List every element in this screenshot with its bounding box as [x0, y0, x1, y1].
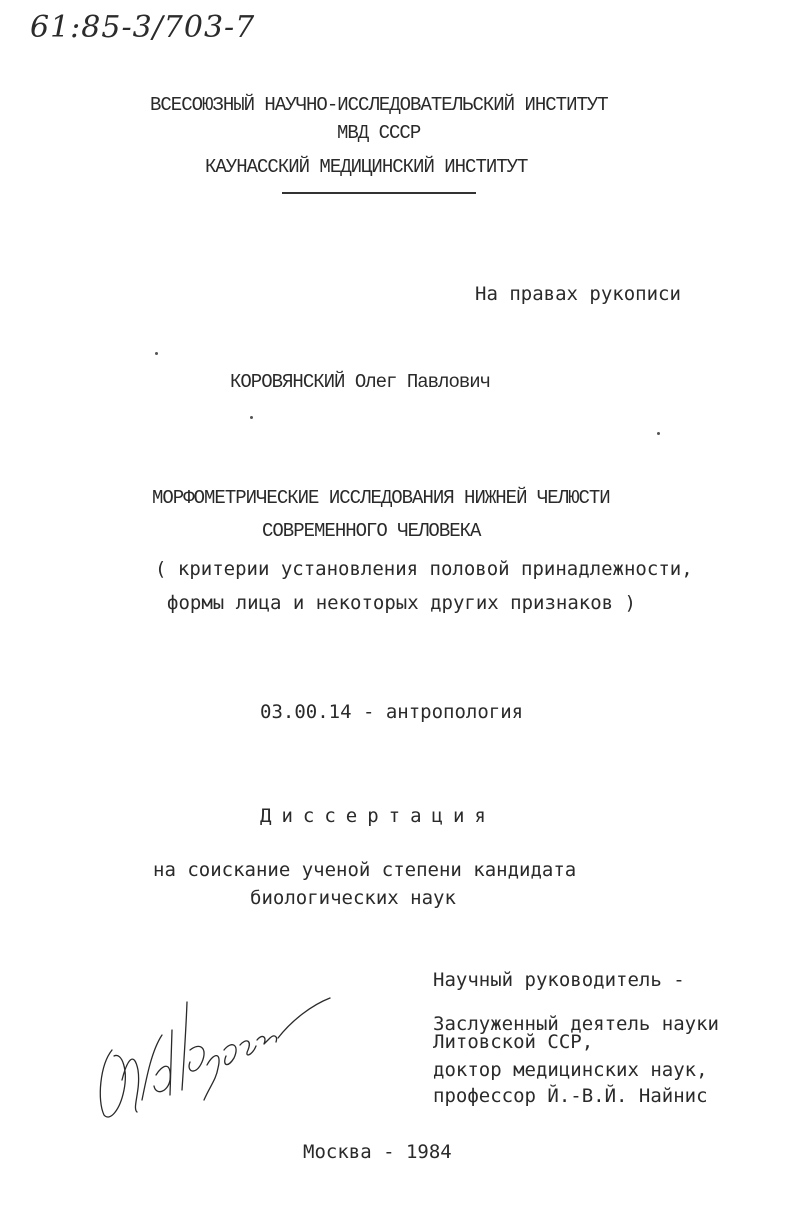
title-line-1: МОРФОМЕТРИЧЕСКИЕ ИССЛЕДОВАНИЯ НИЖНЕЙ ЧЕЛЮСТИ — [152, 487, 610, 509]
signature-image — [92, 990, 342, 1130]
dissertation-label: Диссертация — [260, 805, 496, 827]
supervisor-line-2: Литовской ССР, — [433, 1031, 594, 1053]
title-line-2: СОВРЕМЕННОГО ЧЕЛОВЕКА — [262, 520, 481, 542]
supervisor-line-4: профессор Й.-В.Й. Найнис — [433, 1085, 708, 1107]
degree-line-1: на соискание ученой степени кандидата — [153, 859, 577, 881]
speck — [250, 416, 253, 419]
subtitle-line-1: ( критерии установления половой принадлежности, — [155, 558, 693, 580]
speck — [657, 432, 660, 435]
author-name: КОРОВЯНСКИЙ Олег Павлович — [230, 371, 491, 393]
speck — [155, 352, 158, 355]
subtitle-line-2: формы лица и некоторых других признаков ) — [167, 592, 636, 614]
place-year: Москва - 1984 — [303, 1141, 452, 1163]
header-divider — [282, 192, 476, 194]
institute-line-2: МВД СССР — [337, 122, 421, 144]
institute-line-3: КАУНАССКИЙ МЕДИЦИНСКИЙ ИНСТИТУТ — [205, 156, 528, 178]
archive-code: 61:85-3/703-7 — [30, 10, 256, 45]
institute-line-1: ВСЕСОЮЗНЫЙ НАУЧНО-ИССЛЕДОВАТЕЛЬСКИЙ ИНСТИТУТ — [150, 94, 608, 116]
degree-line-2: биологических наук — [250, 887, 456, 909]
supervisor-line-1: Заслуженный деятель науки — [433, 1013, 719, 1035]
rights-note: На правах рукописи — [475, 283, 681, 305]
signature-text: Коровянский — [100, 1128, 107, 1129]
supervisor-label: Научный руководитель - — [433, 969, 685, 991]
supervisor-line-3: доктор медицинских наук, — [433, 1059, 708, 1081]
specialty-code: 03.00.14 - антропология — [260, 701, 524, 723]
